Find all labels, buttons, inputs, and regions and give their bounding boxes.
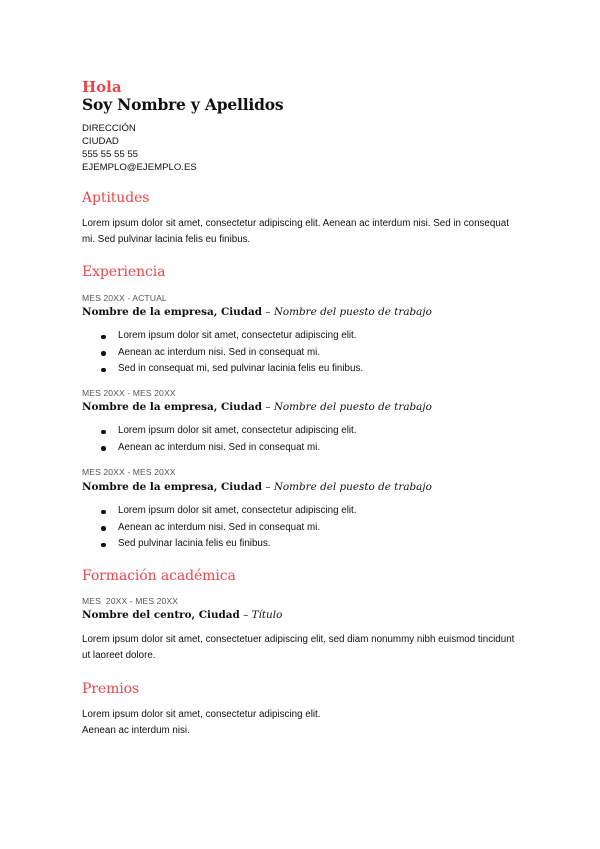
awards-line: Lorem ipsum dolor sit amet, consectetur adipiscing elit. — [82, 709, 321, 720]
skills-title: Aptitudes — [82, 190, 150, 206]
education-school: Nombre del centro, Ciudad — [82, 609, 240, 621]
list-item — [100, 345, 540, 362]
list-item — [100, 536, 540, 553]
greeting: Hola — [82, 78, 122, 96]
list-item — [100, 503, 540, 520]
job-heading — [82, 306, 520, 318]
contact-address: DIRECCIÓN — [82, 123, 136, 134]
contact-city: CIUDAD — [82, 136, 119, 147]
job-role: Nombre del puesto de trabajo — [273, 401, 432, 413]
bullet-text: Aenean ac interdum nisi. Sed in consequat mi. — [118, 521, 321, 533]
list-item — [100, 423, 540, 440]
job-date: MES 20XX - MES 20XX — [82, 388, 176, 398]
bullet-text: Lorem ipsum dolor sit amet, consectetur adipiscing elit. — [118, 330, 357, 341]
list-item — [100, 440, 540, 457]
job-separator: – — [262, 481, 274, 493]
education-text: Lorem ipsum dolor sit amet, consectetuer adipiscing elit, sed diam nonummy nibh euismod tincidunt ut laoreet dolore. — [82, 634, 515, 661]
job-role: Nombre del puesto de trabajo — [273, 306, 432, 318]
skills-text: Lorem ipsum dolor sit amet, consectetur adipiscing elit. Aenean ac interdum nisi. Sed in consequat mi. Sed pulvinar lacinia felis eu finibus. — [82, 218, 509, 245]
list-item — [100, 361, 540, 378]
awards-text — [82, 707, 520, 739]
bullet-text: Aenean ac interdum nisi. Sed in consequat mi. — [118, 441, 321, 453]
bullet-icon — [101, 368, 106, 373]
education-heading — [82, 609, 520, 621]
job-date: MES 20XX - ACTUAL — [82, 293, 167, 303]
awards-line: Aenean ac interdum nisi. — [82, 725, 190, 736]
education-degree: Título — [251, 609, 283, 621]
bullet-text: Lorem ipsum dolor sit amet, consectetur adipiscing elit. — [118, 505, 357, 516]
job-company: Nombre de la empresa, Ciudad — [82, 401, 262, 413]
bullet-text: Sed pulvinar lacinia felis eu finibus. — [118, 538, 271, 549]
bullet-text: Aenean ac interdum nisi. Sed in consequat mi. — [118, 346, 321, 358]
list-item — [100, 520, 540, 537]
bullet-text: Lorem ipsum dolor sit amet, consectetur adipiscing elit. — [118, 425, 357, 436]
bullet-icon — [101, 446, 106, 451]
experience-title: Experiencia — [82, 264, 166, 280]
education-title: Formación académica — [82, 568, 236, 584]
job-heading — [82, 481, 520, 493]
bullet-text: Sed in consequat mi, sed pulvinar lacinia felis eu finibus. — [118, 363, 364, 374]
bullet-icon — [101, 543, 106, 548]
job-separator: – — [262, 401, 274, 413]
contact-phone: 555 55 55 55 — [82, 149, 139, 160]
bullet-icon — [101, 430, 106, 435]
full-name: Soy Nombre y Apellidos — [82, 95, 284, 114]
contact-email: EJEMPLO@EJEMPLO.ES — [82, 162, 197, 173]
job-company: Nombre de la empresa, Ciudad — [82, 481, 262, 493]
job-bullets — [100, 503, 540, 553]
bullet-icon — [101, 335, 106, 340]
education-separator: – — [239, 609, 252, 621]
job-date: MES 20XX - MES 20XX — [82, 467, 176, 477]
job-role: Nombre del puesto de trabajo — [273, 481, 432, 493]
bullet-icon — [101, 510, 106, 515]
contact-block — [82, 122, 520, 174]
education-date: MES 20XX - MES 20XX — [82, 596, 179, 606]
awards-title: Premios — [82, 681, 140, 697]
list-item — [100, 328, 540, 345]
job-heading — [82, 401, 520, 413]
bullet-icon — [101, 526, 106, 531]
job-company: Nombre de la empresa, Ciudad — [82, 306, 262, 318]
job-bullets — [100, 328, 540, 378]
job-separator: – — [262, 306, 274, 318]
bullet-icon — [101, 351, 106, 356]
job-bullets — [100, 423, 540, 456]
